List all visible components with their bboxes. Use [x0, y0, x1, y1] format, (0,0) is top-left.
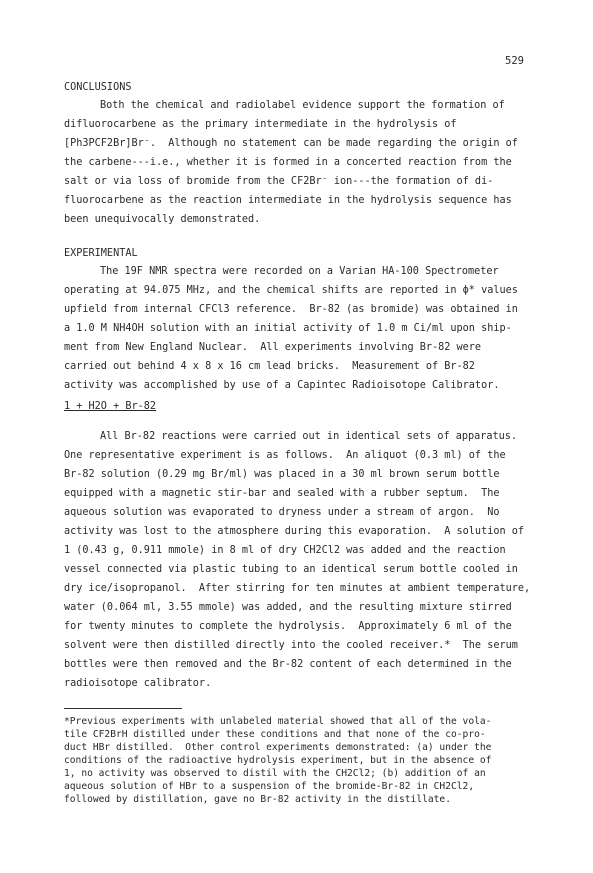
experimental-heading: EXPERIMENTAL [64, 248, 138, 259]
procedure-line: activity was lost to the atmosphere during this evaporation. A solution of [64, 526, 525, 537]
conclusions-line: fluorocarbene as the reaction intermediate in the hydrolysis sequence has [64, 195, 512, 206]
conclusions-line: been unequivocally demonstrated. [64, 214, 261, 225]
footnote-line: duct HBr distilled. Other control experiments demonstrated: (a) under the [64, 742, 492, 753]
reaction-subheading: 1 + H2O + Br-82 [64, 401, 157, 412]
experimental-line: carried out behind 4 x 8 x 16 cm lead bricks. Measurement of Br-82 [64, 361, 475, 372]
procedure-line: One representative experiment is as follows. An aliquot (0.3 ml) of the [64, 450, 506, 461]
footnote-line: followed by distillation, gave no Br-82 activity in the distillate. [64, 794, 451, 805]
procedure-line: equipped with a magnetic stir-bar and sealed with a rubber septum. The [64, 488, 500, 499]
footnote-line: *Previous experiments with unlabeled material showed that all of the vola- [64, 716, 492, 727]
procedure-line: for twenty minutes to complete the hydrolysis. Approximately 6 ml of the [64, 621, 512, 632]
footnote-line: tile CF2BrH distilled under these conditions and that none of the co-pro- [64, 729, 486, 740]
footnote-line: conditions of the radioactive hydrolysis experiment, but in the absence of [64, 755, 492, 766]
conclusions-line: difluorocarbene as the primary intermediate in the hydrolysis of [64, 119, 457, 130]
procedure-line: bottles were then removed and the Br-82 content of each determined in the [64, 659, 512, 670]
conclusions-line: [Ph3PCF2Br]Br⁻. Although no statement can be made regarding the origin of [64, 138, 518, 149]
experimental-line: ment from New England Nuclear. All experiments involving Br-82 were [64, 342, 482, 353]
procedure-line: solvent were then distilled directly into the cooled receiver.* The serum [64, 640, 518, 651]
procedure-line: water (0.064 ml, 3.55 mmole) was added, and the resulting mixture stirred [64, 602, 512, 613]
experimental-line: a 1.0 M NH4OH solution with an initial activity of 1.0 m Ci/ml upon ship- [64, 323, 512, 334]
procedure-line: aqueous solution was evaporated to dryness under a stream of argon. No [64, 507, 500, 518]
footnote-divider [64, 708, 182, 709]
experimental-line: operating at 94.075 MHz, and the chemical shifts are reported in ϕ* values [64, 285, 518, 296]
procedure-line: dry ice/isopropanol. After stirring for ten minutes at ambient temperature, [64, 583, 531, 594]
conclusions-heading: CONCLUSIONS [64, 82, 132, 93]
page-number: 529 [505, 55, 524, 67]
procedure-line: vessel connected via plastic tubing to an identical serum bottle cooled in [64, 564, 518, 575]
experimental-line: activity was accomplished by use of a Capintec Radioisotope Calibrator. [64, 380, 500, 391]
procedure-line: Br-82 solution (0.29 mg Br/ml) was placed in a 30 ml brown serum bottle [64, 469, 500, 480]
footnote-line: 1, no activity was observed to distil with the CH2Cl2; (b) addition of an [64, 768, 486, 779]
procedure-line: 1 (0.43 g, 0.911 mmole) in 8 ml of dry CH2Cl2 was added and the reaction [64, 545, 506, 556]
procedure-line: All Br-82 reactions were carried out in identical sets of apparatus. [100, 431, 518, 442]
experimental-line: upfield from internal CFCl3 reference. Br-82 (as bromide) was obtained in [64, 304, 518, 315]
conclusions-line: salt or via loss of bromide from the CF2Br⁻ ion---the formation of di- [64, 176, 494, 187]
conclusions-line: the carbene---i.e., whether it is formed in a concerted reaction from the [64, 157, 512, 168]
experimental-line: The 19F NMR spectra were recorded on a Varian HA-100 Spectrometer [100, 266, 499, 277]
procedure-line: radioisotope calibrator. [64, 678, 212, 689]
footnote-line: aqueous solution of HBr to a suspension of the bromide-Br-82 in CH2Cl2, [64, 781, 475, 792]
conclusions-line: Both the chemical and radiolabel evidence support the formation of [100, 100, 505, 111]
